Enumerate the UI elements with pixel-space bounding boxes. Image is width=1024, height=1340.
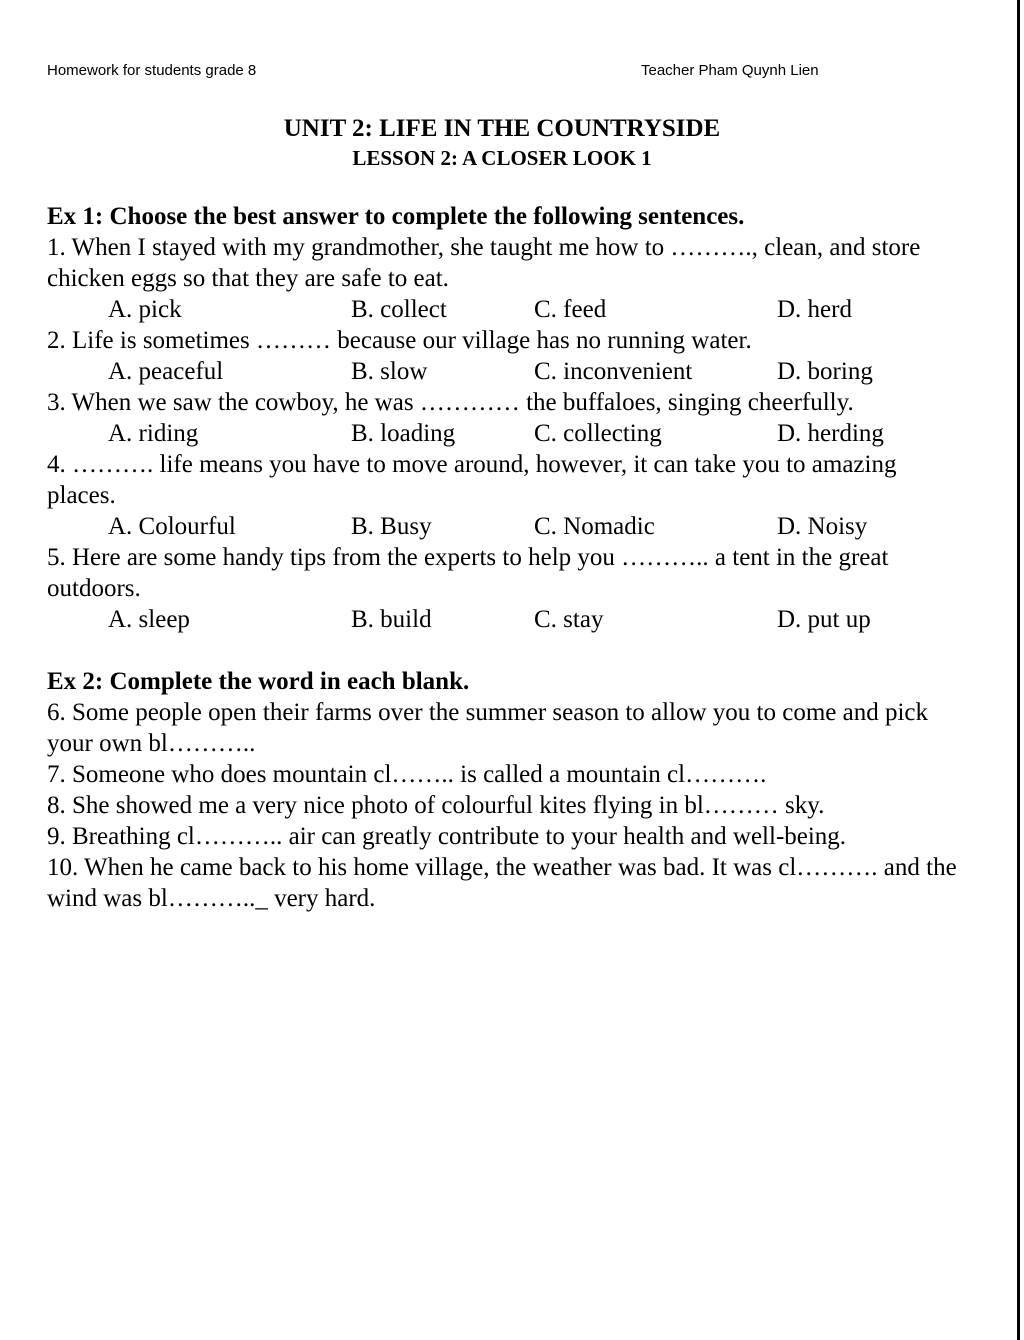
page-edge-line (1017, 0, 1020, 1340)
exercise-1-heading: Ex 1: Choose the best answer to complete the following sentences. (47, 203, 745, 230)
option-b: B. slow (351, 358, 428, 385)
exercise-2 (47, 666, 967, 914)
option-a: A. pick (108, 296, 182, 323)
question-text: 2. Life is sometimes ……… because our village has no running water. (47, 327, 752, 354)
exercise-1 (47, 201, 967, 635)
document-body (47, 114, 967, 914)
option-c: C. stay (534, 606, 604, 633)
question-2 (47, 325, 967, 387)
answer-options (47, 356, 967, 387)
question-text: 3. When we saw the cowboy, he was ………… the buffaloes, singing cheerfully. (47, 389, 854, 416)
answer-options (47, 604, 967, 635)
question-3 (47, 387, 967, 449)
exercise-2-heading: Ex 2: Complete the word in each blank. (47, 668, 470, 695)
answer-options (47, 511, 967, 542)
option-d: D. herding (777, 420, 884, 447)
header-right-text: Teacher Pham Quynh Lien (641, 62, 819, 79)
question-text: 5. Here are some handy tips from the experts to help you ……….. a tent in the great outdoors. (47, 544, 889, 602)
unit-title: UNIT 2: LIFE IN THE COUNTRYSIDE (283, 115, 721, 142)
page-header (47, 62, 927, 84)
option-b: B. build (351, 606, 432, 633)
option-b: B. loading (351, 420, 456, 447)
header-left-text: Homework for students grade 8 (47, 62, 257, 79)
option-a: A. riding (108, 420, 199, 447)
option-a: A. Colourful (108, 513, 236, 540)
fill-blank-item-10: 10. When he came back to his home village, the weather was bad. It was cl………. and the wind was bl……….._ very hard. (47, 854, 957, 912)
option-d: D. Noisy (777, 513, 868, 540)
option-c: C. feed (534, 296, 607, 323)
option-d: D. put up (777, 606, 871, 633)
fill-blank-item-6: 6. Some people open their farms over the summer season to allow you to come and pick your own bl……….. (47, 699, 929, 757)
option-a: A. sleep (108, 606, 190, 633)
fill-blank-item-9: 9. Breathing cl……….. air can greatly contribute to your health and well-being. (47, 823, 847, 850)
fill-blank-item-8: 8. She showed me a very nice photo of colourful kites flying in bl……… sky. (47, 792, 825, 819)
question-text: 1. When I stayed with my grandmother, she taught me how to ………., clean, and store chicken eggs so that they are safe to eat. (47, 234, 921, 292)
option-b: B. collect (351, 296, 447, 323)
question-1 (47, 232, 967, 325)
lesson-subtitle: LESSON 2: A CLOSER LOOK 1 (352, 146, 652, 170)
question-5 (47, 542, 967, 635)
question-4 (47, 449, 967, 542)
fill-blank-item-7: 7. Someone who does mountain cl…….. is called a mountain cl………. (47, 761, 767, 788)
option-c: C. inconvenient (534, 358, 693, 385)
question-text: 4. ………. life means you have to move around, however, it can take you to amazing places. (47, 451, 897, 509)
option-d: D. herd (777, 296, 852, 323)
answer-options (47, 418, 967, 449)
option-a: A. peaceful (108, 358, 224, 385)
option-c: C. Nomadic (534, 513, 655, 540)
answer-options (47, 294, 967, 325)
option-d: D. boring (777, 358, 873, 385)
option-b: B. Busy (351, 513, 432, 540)
option-c: C. collecting (534, 420, 662, 447)
